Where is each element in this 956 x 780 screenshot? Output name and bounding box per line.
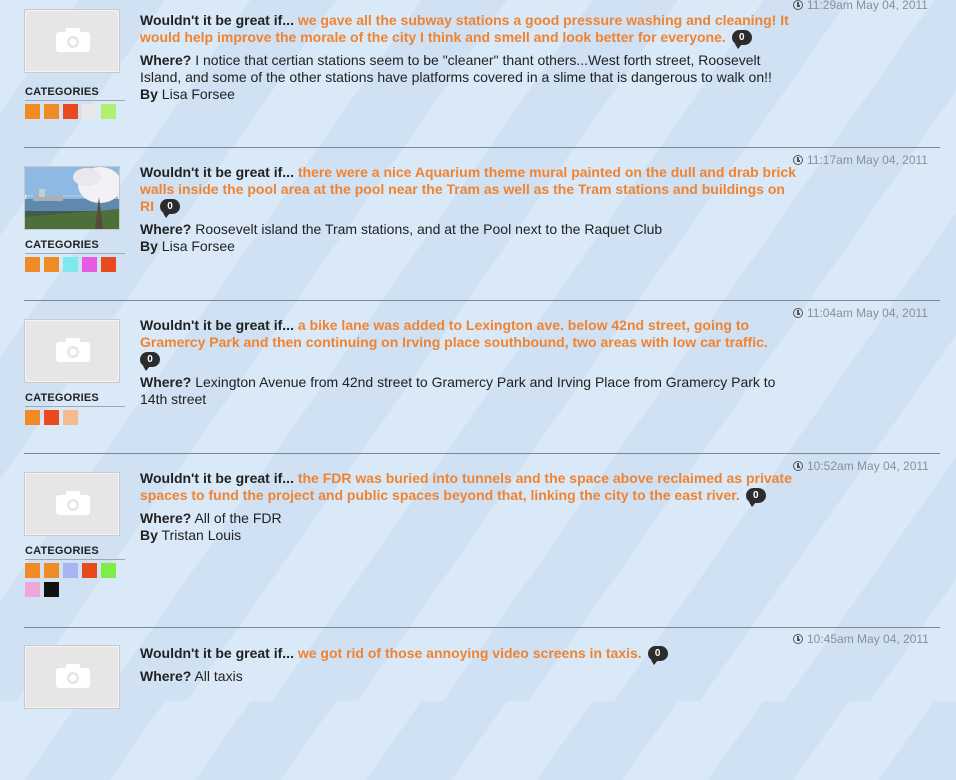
category-swatch[interactable] bbox=[63, 563, 78, 578]
idea-thumbnail[interactable] bbox=[24, 472, 120, 536]
clock-icon bbox=[793, 634, 803, 644]
idea-text-link[interactable]: we got rid of those annoying video screens in taxis. bbox=[297, 645, 642, 661]
divider bbox=[24, 453, 940, 454]
where-line: Where? I notice that certian stations seem to be "cleaner" thant others...West forth street, Roosevelt Island, and some of the other stations have platforms covered in a slime that is dangerous to walk on!! bbox=[140, 52, 772, 85]
idea-text-link[interactable]: the FDR was buried into tunnels and the space above reclaimed as private spaces to fund the project and public spaces beyond that, linking the city to the east river. bbox=[140, 470, 792, 503]
category-swatch[interactable] bbox=[82, 104, 97, 119]
where-line: Where? All taxis bbox=[140, 668, 243, 684]
category-swatch[interactable] bbox=[63, 257, 78, 272]
timestamp: 10:45am May 04, 2011 bbox=[793, 632, 929, 646]
camera-icon bbox=[56, 491, 90, 515]
category-swatch[interactable] bbox=[101, 563, 116, 578]
where-line: Where? Lexington Avenue from 42nd street to Gramercy Park and Irving Place from Gramercy Park to 14th street bbox=[140, 374, 776, 407]
category-swatch[interactable] bbox=[25, 257, 40, 272]
lead-text: Wouldn't it be great if... bbox=[140, 470, 294, 486]
idea-content bbox=[140, 470, 800, 544]
category-swatch[interactable] bbox=[44, 410, 59, 425]
camera-icon bbox=[56, 28, 90, 52]
idea-item bbox=[0, 453, 956, 606]
divider bbox=[24, 147, 940, 148]
comment-count-icon[interactable]: 0 bbox=[160, 199, 180, 214]
comment-count-icon[interactable]: 0 bbox=[732, 30, 752, 45]
idea-headline bbox=[140, 645, 800, 662]
categories-label: CATEGORIES bbox=[25, 239, 125, 254]
timestamp: 11:17am May 04, 2011 bbox=[793, 153, 928, 167]
divider bbox=[24, 300, 940, 301]
idea-headline bbox=[140, 12, 800, 46]
category-swatches bbox=[25, 257, 135, 276]
comment-count-icon[interactable]: 0 bbox=[648, 646, 668, 661]
category-swatch[interactable] bbox=[101, 257, 116, 272]
comment-count-icon[interactable]: 0 bbox=[140, 352, 160, 367]
category-swatch[interactable] bbox=[82, 257, 97, 272]
idea-text-link[interactable]: a bike lane was added to Lexington ave. below 42nd street, going to Gramercy Park and then continuing on Irving place southbound, two areas with low car traffic. bbox=[140, 317, 768, 350]
lead-text: Wouldn't it be great if... bbox=[140, 12, 294, 28]
idea-content bbox=[140, 645, 800, 685]
idea-item bbox=[0, 147, 956, 300]
idea-thumbnail[interactable] bbox=[24, 9, 120, 73]
camera-icon bbox=[56, 664, 90, 688]
idea-headline bbox=[140, 164, 800, 215]
timestamp: 11:29am May 04, 2011 bbox=[793, 0, 928, 12]
lead-text: Wouldn't it be great if... bbox=[140, 317, 294, 333]
categories-label: CATEGORIES bbox=[25, 392, 125, 407]
category-swatch[interactable] bbox=[82, 563, 97, 578]
idea-thumbnail[interactable] bbox=[24, 645, 120, 709]
where-line: Where? Roosevelt island the Tram stations, and at the Pool next to the Raquet Club bbox=[140, 221, 663, 237]
idea-thumbnail[interactable] bbox=[24, 166, 120, 230]
cherry-blossom-photo bbox=[25, 167, 119, 229]
category-swatches bbox=[25, 563, 135, 601]
category-swatch[interactable] bbox=[25, 582, 40, 597]
author-link[interactable]: Lisa Forsee bbox=[161, 238, 235, 254]
timestamp: 10:52am May 04, 2011 bbox=[793, 459, 929, 473]
camera-icon bbox=[56, 338, 90, 362]
where-line: Where? All of the FDR bbox=[140, 510, 282, 526]
idea-text-link[interactable]: there were a nice Aquarium theme mural painted on the dull and drab brick walls inside the pool area at the pool near the Tram as well as the Tram stations and buildings on RI bbox=[140, 164, 796, 214]
category-swatch[interactable] bbox=[44, 582, 59, 597]
author-link[interactable]: Tristan Louis bbox=[161, 527, 242, 543]
category-swatch[interactable] bbox=[25, 104, 40, 119]
category-swatch[interactable] bbox=[25, 410, 40, 425]
categories-label: CATEGORIES bbox=[25, 545, 125, 560]
byline: By Tristan Louis bbox=[140, 527, 242, 543]
idea-text-link[interactable]: we gave all the subway stations a good pressure washing and cleaning! It would help improve the morale of the city I think and smell and look better for everyone. bbox=[140, 12, 789, 45]
idea-item bbox=[0, 300, 956, 453]
idea-headline bbox=[140, 317, 800, 368]
divider bbox=[24, 627, 940, 628]
idea-thumbnail[interactable] bbox=[24, 319, 120, 383]
byline: By Lisa Forsee bbox=[140, 86, 235, 102]
category-swatches bbox=[25, 104, 135, 123]
idea-content bbox=[140, 317, 800, 408]
category-swatch[interactable] bbox=[44, 563, 59, 578]
category-swatch[interactable] bbox=[63, 410, 78, 425]
lead-text: Wouldn't it be great if... bbox=[140, 645, 294, 661]
category-swatch[interactable] bbox=[44, 257, 59, 272]
clock-icon bbox=[793, 0, 803, 10]
idea-content bbox=[140, 12, 800, 103]
author-link[interactable]: Lisa Forsee bbox=[161, 86, 235, 102]
idea-item bbox=[0, 627, 956, 780]
timestamp: 11:04am May 04, 2011 bbox=[793, 306, 928, 320]
category-swatch[interactable] bbox=[44, 104, 59, 119]
idea-content bbox=[140, 164, 800, 255]
byline: By Lisa Forsee bbox=[140, 238, 235, 254]
category-swatch[interactable] bbox=[25, 563, 40, 578]
category-swatch[interactable] bbox=[101, 104, 116, 119]
lead-text: Wouldn't it be great if... bbox=[140, 164, 294, 180]
categories-label: CATEGORIES bbox=[25, 86, 125, 101]
comment-count-icon[interactable]: 0 bbox=[746, 488, 766, 503]
category-swatches bbox=[25, 410, 135, 429]
category-swatch[interactable] bbox=[63, 104, 78, 119]
idea-item bbox=[0, 0, 956, 147]
idea-headline bbox=[140, 470, 800, 504]
